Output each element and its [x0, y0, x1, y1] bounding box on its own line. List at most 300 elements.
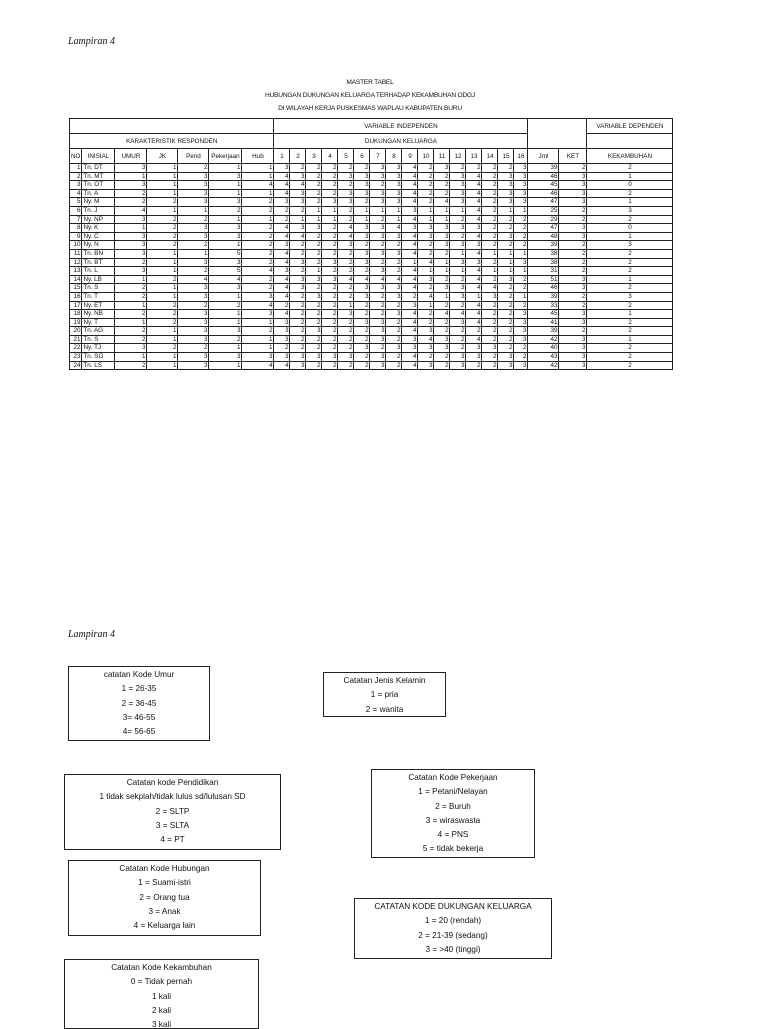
cell-item-score: 4	[274, 310, 290, 319]
cell-item-score: 3	[386, 292, 402, 301]
cell-no: 1	[70, 164, 82, 173]
cell-item-score: 2	[322, 172, 338, 181]
cell-value: 3	[115, 164, 147, 173]
cell-item-score: 4	[482, 284, 498, 293]
cell-value: 2	[147, 344, 178, 353]
cell-item-score: 2	[370, 215, 386, 224]
cell-value: 2	[242, 258, 274, 267]
table-row	[70, 215, 673, 224]
cell-item-score: 3	[498, 353, 514, 362]
cell-item-score: 3	[450, 198, 466, 207]
cell-item-score: 2	[290, 241, 306, 250]
cell-no: 15	[70, 284, 82, 293]
col-pend: Pend	[178, 149, 209, 164]
cell-item-score: 3	[274, 353, 290, 362]
cell-inisial: Ny. TJ	[82, 344, 115, 353]
cell-jml: 39	[528, 292, 559, 301]
cell-value: 2	[115, 189, 147, 198]
cell-item-score: 3	[290, 353, 306, 362]
cell-ket: 2	[559, 258, 587, 267]
cell-ket: 3	[559, 198, 587, 207]
cell-no: 12	[70, 258, 82, 267]
box-title: Catatan Kode Hubungan	[119, 864, 210, 873]
cell-item-score: 3	[370, 224, 386, 233]
cell-item-score: 3	[498, 232, 514, 241]
cell-item-score: 2	[418, 310, 434, 319]
cell-jml: 43	[528, 353, 559, 362]
cell-inisial: Ny. M	[82, 198, 115, 207]
cell-item-score: 3	[514, 335, 528, 344]
cell-value: 1	[147, 181, 178, 190]
cell-item-score: 2	[370, 301, 386, 310]
cell-value: 1	[178, 249, 209, 258]
cell-item-score: 2	[290, 335, 306, 344]
cell-item-score: 2	[418, 172, 434, 181]
cell-jml: 31	[528, 267, 559, 276]
cell-item-score: 2	[386, 267, 402, 276]
cell-item-score: 2	[338, 267, 354, 276]
cell-item-score: 3	[290, 198, 306, 207]
cell-item-score: 4	[402, 198, 418, 207]
cell-item-score: 3	[418, 232, 434, 241]
cell-value: 3	[209, 258, 242, 267]
cell-item-score: 4	[466, 301, 482, 310]
cell-value: 1	[209, 310, 242, 319]
cell-inisial: Tn. S	[82, 284, 115, 293]
cell-item-score: 3	[514, 164, 528, 173]
cell-item-score: 2	[450, 215, 466, 224]
cell-item-score: 2	[306, 241, 322, 250]
cell-item-score: 4	[402, 267, 418, 276]
cell-item-score: 2	[498, 310, 514, 319]
cell-value: 1	[209, 361, 242, 370]
box-title: CATATAN KODE DUKUNGAN KELUARGA	[374, 902, 532, 911]
cell-item-score: 2	[482, 181, 498, 190]
cell-value: 2	[242, 327, 274, 336]
cell-inisial: Tn. T	[82, 292, 115, 301]
cell-value: 1	[147, 172, 178, 181]
box-line: 2 = Orang tua	[139, 892, 190, 902]
cell-item-score: 2	[386, 335, 402, 344]
cell-item-score: 2	[274, 344, 290, 353]
cell-item-score: 1	[434, 206, 450, 215]
cell-item-score: 2	[482, 241, 498, 250]
cell-jml: 38	[528, 249, 559, 258]
cell-item-score: 3	[322, 353, 338, 362]
cell-item-score: 3	[514, 258, 528, 267]
cell-item-score: 2	[482, 172, 498, 181]
cell-value: 1	[242, 335, 274, 344]
cell-item-score: 3	[514, 361, 528, 370]
title-master: MASTER TABEL	[346, 79, 394, 86]
col-item-11: 11	[434, 149, 450, 164]
cell-item-score: 3	[290, 189, 306, 198]
col-jml: Jml	[528, 149, 559, 164]
cell-kekambuhan: 2	[587, 215, 673, 224]
cell-item-score: 2	[338, 318, 354, 327]
cell-item-score: 2	[514, 232, 528, 241]
col-item-13: 13	[466, 149, 482, 164]
cell-item-score: 2	[450, 275, 466, 284]
cell-item-score: 3	[450, 181, 466, 190]
cell-kekambuhan: 1	[587, 232, 673, 241]
cell-item-score: 4	[274, 232, 290, 241]
cell-item-score: 4	[274, 275, 290, 284]
cell-item-score: 1	[402, 258, 418, 267]
header-variable-independen: VARIABLE INDEPENDEN	[274, 119, 528, 134]
cell-kekambuhan: 2	[587, 189, 673, 198]
cell-jml: 42	[528, 361, 559, 370]
cell-item-score: 2	[306, 232, 322, 241]
cell-item-score: 3	[386, 181, 402, 190]
lampiran-label-top: Lampiran 4	[68, 36, 115, 47]
cell-value: 1	[115, 275, 147, 284]
box-line: 2 = 21-39 (sedang)	[418, 930, 488, 940]
cell-ket: 2	[559, 215, 587, 224]
cell-item-score: 3	[434, 284, 450, 293]
cell-item-score: 3	[306, 292, 322, 301]
cell-item-score: 2	[354, 361, 370, 370]
cell-item-score: 2	[482, 275, 498, 284]
cell-item-score: 2	[306, 172, 322, 181]
cell-kekambuhan: 1	[587, 198, 673, 207]
cell-inisial: Ny. NB	[82, 310, 115, 319]
cell-item-score: 3	[290, 284, 306, 293]
col-item-5: 5	[338, 149, 354, 164]
cell-item-score: 4	[402, 172, 418, 181]
cell-ket: 2	[559, 301, 587, 310]
cell-item-score: 2	[418, 284, 434, 293]
cell-item-score: 2	[354, 327, 370, 336]
cell-item-score: 2	[338, 335, 354, 344]
cell-value: 1	[209, 318, 242, 327]
cell-no: 11	[70, 249, 82, 258]
cell-jml: 51	[528, 275, 559, 284]
cell-item-score: 2	[498, 215, 514, 224]
cell-value: 3	[242, 310, 274, 319]
cell-item-score: 2	[482, 310, 498, 319]
table-titles	[220, 76, 520, 115]
col-item-12: 12	[450, 149, 466, 164]
cell-item-score: 3	[338, 353, 354, 362]
table-row	[70, 335, 673, 344]
cell-value: 1	[115, 301, 147, 310]
cell-item-score: 2	[482, 301, 498, 310]
cell-item-score: 2	[482, 327, 498, 336]
cell-item-score: 2	[306, 301, 322, 310]
cell-item-score: 2	[354, 241, 370, 250]
cell-inisial: Tn. DT	[82, 164, 115, 173]
cell-item-score: 4	[402, 310, 418, 319]
table-row	[70, 301, 673, 310]
cell-item-score: 2	[402, 292, 418, 301]
cell-item-score: 3	[274, 198, 290, 207]
cell-item-score: 3	[290, 224, 306, 233]
cell-inisial: Ny. T	[82, 318, 115, 327]
cell-item-score: 3	[466, 353, 482, 362]
cell-item-score: 3	[386, 310, 402, 319]
box-line: 3 = wiraswasta	[425, 815, 481, 825]
cell-item-score: 2	[306, 335, 322, 344]
cell-value: 1	[242, 189, 274, 198]
cell-item-score: 2	[338, 258, 354, 267]
cell-item-score: 1	[450, 249, 466, 258]
cell-item-score: 2	[338, 361, 354, 370]
cell-item-score: 3	[450, 189, 466, 198]
box-line: 1 = 26-35	[121, 684, 157, 694]
cell-item-score: 2	[338, 249, 354, 258]
cell-inisial: Tn. BT	[82, 258, 115, 267]
cell-value: 2	[147, 198, 178, 207]
box-line: 1 tidak sekplah/tidak lulus sd/lulusan SD	[99, 792, 246, 802]
cell-item-score: 3	[450, 224, 466, 233]
cell-item-score: 3	[354, 189, 370, 198]
cell-item-score: 1	[498, 206, 514, 215]
cell-jml: 29	[528, 215, 559, 224]
table-row	[70, 318, 673, 327]
cell-value: 3	[178, 284, 209, 293]
cell-item-score: 4	[274, 181, 290, 190]
cell-item-score: 2	[498, 301, 514, 310]
cell-item-score: 2	[370, 258, 386, 267]
cell-item-score: 2	[338, 181, 354, 190]
cell-item-score: 3	[402, 301, 418, 310]
cell-no: 14	[70, 275, 82, 284]
cell-jml: 39	[528, 241, 559, 250]
cell-kekambuhan: 1	[587, 275, 673, 284]
cell-item-score: 3	[370, 267, 386, 276]
cell-value: 2	[115, 198, 147, 207]
cell-value: 1	[209, 292, 242, 301]
cell-item-score: 1	[418, 301, 434, 310]
cell-value: 3	[209, 172, 242, 181]
cell-ket: 2	[559, 249, 587, 258]
cell-item-score: 2	[482, 198, 498, 207]
cell-item-score: 2	[482, 353, 498, 362]
cell-value: 2	[242, 284, 274, 293]
cell-value: 2	[242, 249, 274, 258]
cell-item-score: 3	[514, 318, 528, 327]
cell-item-score: 2	[434, 181, 450, 190]
cell-item-score: 4	[274, 292, 290, 301]
col-item-4: 4	[322, 149, 338, 164]
col-kekambuhan: KEKAMBUHAN	[587, 149, 673, 164]
cell-value: 3	[178, 292, 209, 301]
cell-item-score: 3	[354, 232, 370, 241]
cell-item-score: 3	[354, 258, 370, 267]
cell-item-score: 3	[498, 181, 514, 190]
cell-ket: 3	[559, 335, 587, 344]
cell-item-score: 2	[418, 198, 434, 207]
cell-value: 3	[209, 198, 242, 207]
cell-value: 4	[115, 206, 147, 215]
cell-item-score: 3	[274, 327, 290, 336]
cell-item-score: 2	[450, 164, 466, 173]
cell-item-score: 2	[370, 292, 386, 301]
cell-item-score: 4	[434, 310, 450, 319]
cell-value: 3	[178, 172, 209, 181]
col-item-1: 1	[274, 149, 290, 164]
cell-value: 2	[242, 232, 274, 241]
cell-jml: 42	[528, 335, 559, 344]
cell-item-score: 2	[322, 335, 338, 344]
cell-kekambuhan: 2	[587, 258, 673, 267]
cell-item-score: 2	[322, 301, 338, 310]
cell-inisial: Ny. K	[82, 224, 115, 233]
cell-item-score: 1	[498, 267, 514, 276]
cell-kekambuhan: 3	[587, 241, 673, 250]
cell-item-score: 2	[482, 164, 498, 173]
cell-item-score: 3	[370, 189, 386, 198]
cell-value: 3	[209, 353, 242, 362]
box-line: 1 = 20 (rendah)	[424, 916, 482, 926]
col-inisial: INISIAL	[82, 149, 115, 164]
cell-item-score: 3	[290, 361, 306, 370]
cell-item-score: 3	[450, 318, 466, 327]
cell-item-score: 2	[450, 344, 466, 353]
cell-item-score: 4	[434, 198, 450, 207]
cell-item-score: 2	[322, 361, 338, 370]
box-kode-pendidikan	[64, 774, 281, 850]
cell-item-score: 2	[274, 206, 290, 215]
cell-item-score: 3	[402, 206, 418, 215]
cell-item-score: 2	[338, 164, 354, 173]
table-row	[70, 181, 673, 190]
cell-inisial: Ny. N	[82, 241, 115, 250]
cell-item-score: 3	[354, 181, 370, 190]
cell-item-score: 2	[274, 301, 290, 310]
box-line: 2 = SLTP	[155, 806, 190, 816]
cell-value: 2	[147, 241, 178, 250]
cell-item-score: 4	[402, 215, 418, 224]
cell-kekambuhan: 2	[587, 361, 673, 370]
cell-value: 1	[147, 164, 178, 173]
cell-item-score: 4	[466, 232, 482, 241]
header-variable-dependen: VARIABLE DEPENDEN	[587, 119, 673, 134]
cell-inisial: Tn. S	[82, 335, 115, 344]
cell-item-score: 1	[466, 292, 482, 301]
box-line: 3 = SLTA	[155, 820, 190, 830]
cell-value: 1	[115, 172, 147, 181]
cell-item-score: 1	[498, 249, 514, 258]
box-line: 1 = pria	[370, 690, 399, 700]
cell-value: 1	[147, 249, 178, 258]
cell-item-score: 3	[514, 198, 528, 207]
cell-inisial: Ny. C	[82, 232, 115, 241]
cell-item-score: 2	[386, 301, 402, 310]
cell-value: 3	[242, 353, 274, 362]
cell-item-score: 2	[338, 344, 354, 353]
box-line: 1 kali	[151, 991, 172, 1001]
cell-item-score: 3	[498, 189, 514, 198]
cell-value: 4	[209, 275, 242, 284]
cell-inisial: Ny. ET	[82, 301, 115, 310]
box-title: Catatan Kode Pekerjaan	[408, 773, 498, 782]
cell-no: 2	[70, 172, 82, 181]
cell-item-score: 3	[418, 344, 434, 353]
box-jenis-kelamin	[323, 672, 446, 717]
cell-value: 1	[147, 361, 178, 370]
cell-item-score: 3	[514, 172, 528, 181]
cell-item-score: 2	[274, 215, 290, 224]
cell-item-score: 2	[290, 327, 306, 336]
cell-no: 19	[70, 318, 82, 327]
cell-item-score: 3	[386, 189, 402, 198]
table-row	[70, 198, 673, 207]
col-hub: Hub	[242, 149, 274, 164]
box-kode-hubungan	[68, 860, 261, 936]
cell-item-score: 2	[466, 164, 482, 173]
cell-ket: 3	[559, 353, 587, 362]
cell-value: 3	[209, 327, 242, 336]
cell-item-score: 4	[466, 275, 482, 284]
cell-item-score: 4	[274, 189, 290, 198]
cell-item-score: 1	[450, 267, 466, 276]
cell-item-score: 2	[322, 292, 338, 301]
cell-item-score: 4	[290, 181, 306, 190]
cell-item-score: 3	[386, 249, 402, 258]
cell-item-score: 2	[322, 189, 338, 198]
cell-value: 2	[115, 292, 147, 301]
table-row	[70, 292, 673, 301]
table-row	[70, 361, 673, 370]
cell-item-score: 2	[434, 189, 450, 198]
cell-item-score: 2	[306, 164, 322, 173]
cell-item-score: 2	[482, 232, 498, 241]
cell-no: 24	[70, 361, 82, 370]
cell-item-score: 2	[514, 353, 528, 362]
cell-item-score: 3	[450, 172, 466, 181]
cell-value: 3	[209, 232, 242, 241]
col-item-14: 14	[482, 149, 498, 164]
cell-inisial: Tn. J	[82, 206, 115, 215]
cell-item-score: 4	[354, 275, 370, 284]
cell-item-score: 3	[354, 344, 370, 353]
table-row	[70, 327, 673, 336]
cell-item-score: 4	[466, 310, 482, 319]
cell-item-score: 2	[482, 258, 498, 267]
cell-item-score: 4	[402, 318, 418, 327]
cell-item-score: 4	[466, 249, 482, 258]
cell-item-score: 2	[354, 164, 370, 173]
cell-item-score: 4	[418, 292, 434, 301]
cell-item-score: 4	[466, 267, 482, 276]
cell-item-score: 3	[370, 284, 386, 293]
cell-item-score: 4	[370, 275, 386, 284]
cell-value: 1	[209, 189, 242, 198]
cell-value: 3	[178, 189, 209, 198]
box-title: Catatan Kode Kekambuhan	[111, 963, 212, 972]
cell-item-score: 4	[402, 164, 418, 173]
table-row	[70, 189, 673, 198]
cell-item-score: 2	[434, 172, 450, 181]
cell-item-score: 2	[354, 353, 370, 362]
cell-item-score: 2	[370, 181, 386, 190]
cell-item-score: 2	[306, 310, 322, 319]
cell-item-score: 3	[322, 258, 338, 267]
lampiran-label-bottom: Lampiran 4	[68, 629, 115, 640]
cell-item-score: 2	[354, 198, 370, 207]
cell-item-score: 4	[450, 310, 466, 319]
table-row	[70, 249, 673, 258]
cell-item-score: 1	[354, 215, 370, 224]
cell-item-score: 3	[434, 344, 450, 353]
cell-item-score: 2	[322, 318, 338, 327]
cell-item-score: 2	[322, 181, 338, 190]
cell-item-score: 3	[450, 353, 466, 362]
cell-item-score: 2	[338, 206, 354, 215]
cell-value: 3	[178, 258, 209, 267]
